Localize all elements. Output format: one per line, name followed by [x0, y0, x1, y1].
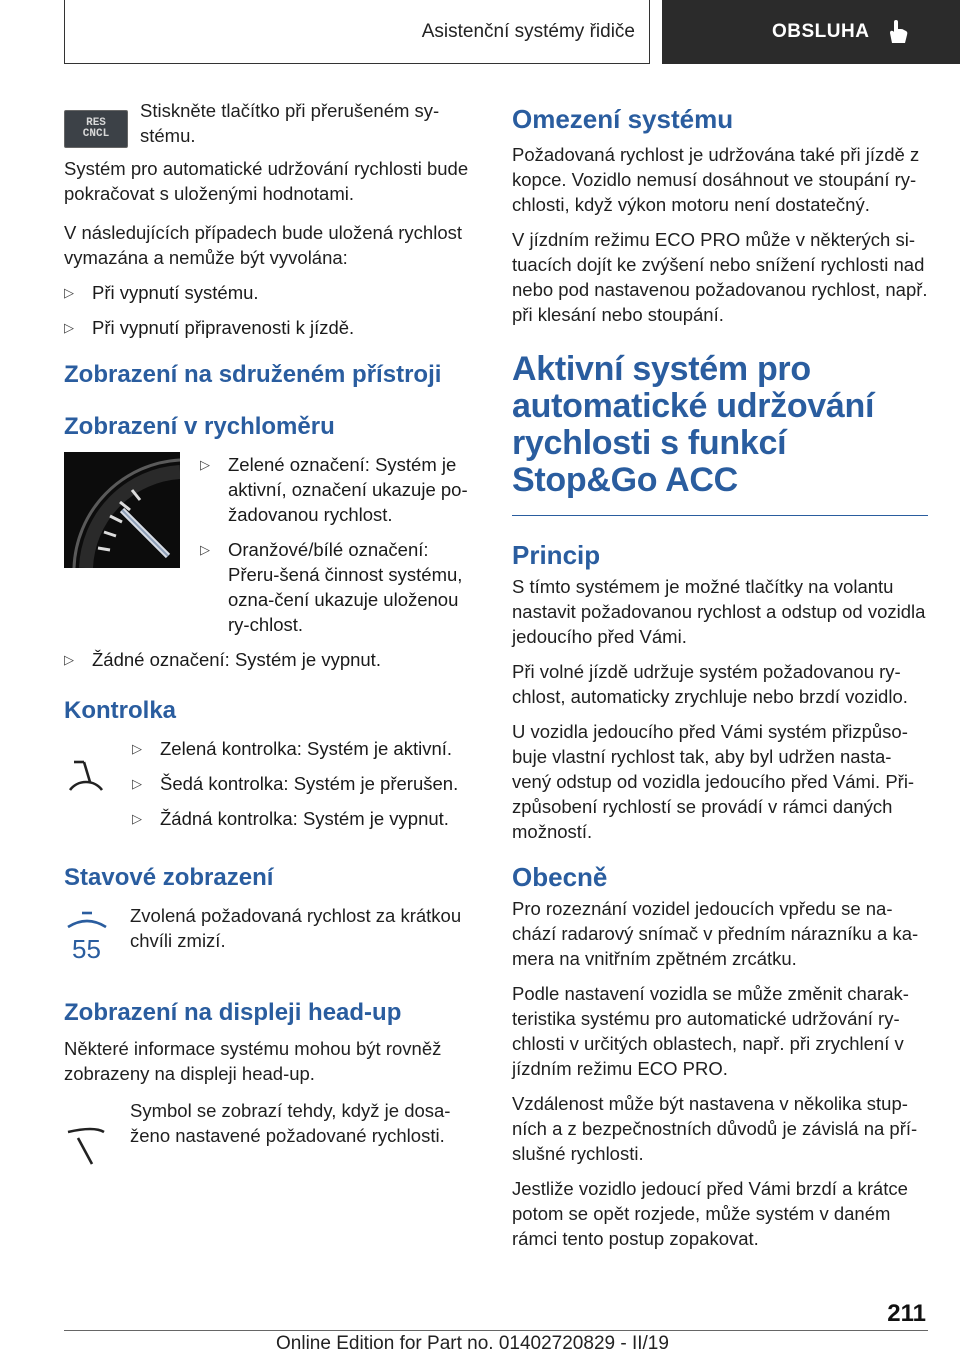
- triangle-bullet-icon: ▷: [64, 285, 74, 300]
- triangle-bullet-icon: ▷: [132, 811, 142, 826]
- page-number: 211: [887, 1300, 926, 1327]
- hud-row: [64, 1098, 484, 1171]
- heading-system-limits: Omezení systému: [512, 104, 734, 134]
- list-item-text: Oranžové/bílé označení: Přeru-šená činnost systému, ozna-čení ukazuje uloženou ry-chlost.: [228, 539, 463, 635]
- list-item-text: Zelená kontrolka: Systém je aktivní.: [160, 738, 453, 759]
- res-instruction: Stiskněte tlačítko při přerušeném sy-stému.: [140, 100, 440, 146]
- paragraph: Některé informace systému mohou být rovněž zobrazeny na displeji head-up.: [64, 1038, 442, 1084]
- list-item-text: Žádná kontrolka: Systém je vypnut.: [160, 808, 449, 829]
- paragraph: Systém pro automatické udržování rychlosti bude pokračovat s uloženými hodnotami.: [64, 158, 469, 204]
- list-item: [64, 647, 484, 672]
- triangle-bullet-icon: ▷: [132, 741, 142, 756]
- left-column: [64, 98, 484, 1171]
- res-cncl-button-icon: [64, 110, 128, 148]
- status-description: Zvolená požadovaná rychlost za krátkou chvíli zmizí.: [130, 905, 462, 951]
- list-item-text: Zelené označení: Systém je aktivní, označení ukazuje po-žadovanou rychlost.: [228, 454, 468, 525]
- paragraph: S tímto systémem je možné tlačítky na volantu nastavit požadovanou rychlost a odstup od vozidla jedoucího před Vámi.: [512, 576, 926, 647]
- paragraph: U vozidla jedoucího před Vámi systém přizpůso-buje vlastní rychlost tak, aby byl udržen nasta-vený odstup od vozidla jedoucího před Vámi. Při-způsobení rychlostí se provádí v rámci daných možností.: [512, 721, 915, 842]
- list-item: [132, 806, 484, 831]
- list-item: [132, 771, 484, 796]
- triangle-bullet-icon: ▷: [200, 542, 210, 557]
- paragraph: Jestliže vozidlo jedoucí před Vámi brzdí a krátce potom se opět rozjede, může systém v daném rámci tento postup zopakovat.: [512, 1178, 908, 1249]
- triangle-bullet-icon: ▷: [64, 320, 74, 335]
- edition-note: Online Edition for Part no. 01402720829 - II/19: [276, 1333, 669, 1354]
- paragraph: Vzdálenost může být nastavena v několika stup-ních a z bezpečnostních důvodů je závislá na pří-slušné rychlosti.: [512, 1093, 918, 1164]
- heading-instrument-cluster: Zobrazení na sdruženém přístroji: [64, 361, 442, 388]
- kontrolka-row: [64, 736, 484, 841]
- list-item: [132, 736, 484, 761]
- list-item: [200, 452, 484, 527]
- triangle-bullet-icon: ▷: [132, 776, 142, 791]
- list-item-text: Při vypnutí systému.: [92, 282, 259, 303]
- footer-rule: [64, 1330, 928, 1331]
- speed-reached-icon: [64, 1124, 108, 1166]
- cncl-label: CNCL: [82, 128, 110, 140]
- chapter-tab-label: OBSLUHA: [772, 21, 870, 42]
- set-speed-icon: [64, 911, 110, 931]
- paragraph: Podle nastavení vozidla se může změnit charak-teristika systému pro automatické udržování ry-chlosti v určitých oblastech, např. při zrychlení v jízdním režimu ECO PRO.: [512, 983, 909, 1079]
- heading-status-display: Stavové zobrazení: [64, 864, 274, 891]
- chapter-tab: [662, 0, 960, 64]
- list-item-text: Šedá kontrolka: Systém je přerušen.: [160, 773, 459, 794]
- set-speed-number: 55: [72, 934, 101, 964]
- heading-kontrolka: Kontrolka: [64, 697, 177, 724]
- cruise-indicator-icon: [64, 752, 108, 796]
- section-title: Asistenční systémy řidiče: [421, 20, 635, 42]
- status-row: [64, 903, 484, 962]
- heading-general: Obecně: [512, 862, 608, 892]
- heading-principle: Princip: [512, 540, 601, 570]
- paragraph: Při volné jízdě udržuje systém požadovanou ry-chlost, automaticky zrychluje nebo brzdí vozidlo.: [512, 661, 908, 707]
- right-column: [512, 98, 928, 1261]
- heading-head-up: Zobrazení na displeji head-up: [64, 999, 402, 1026]
- speedometer-row: [64, 452, 484, 647]
- speedometer-image-icon: [64, 452, 180, 568]
- list-item: [64, 315, 484, 340]
- heading-speedometer: Zobrazení v rychloměru: [64, 413, 335, 440]
- res-label: RES: [86, 117, 106, 129]
- list-item-text: Při vypnutí připravenosti k jízdě.: [92, 317, 355, 338]
- running-header: [64, 0, 650, 64]
- paragraph: V jízdním režimu ECO PRO může v některých si-tuacích dojít ke zvýšení nebo snížení rychlosti nad nebo pod nastavenou požadovanou rychlost, např. při klesání nebo stoupání.: [512, 229, 928, 325]
- triangle-bullet-icon: ▷: [64, 652, 74, 667]
- heading-acc: Aktivní systém pro automatické udržování rychlosti s funkcí Stop&Go ACC: [512, 350, 875, 499]
- paragraph: Pro rozeznání vozidel jedoucích vpředu se na-chází radarový snímač v předním nárazníku a ka-mera na vnitřním zpětném zrcátku.: [512, 898, 919, 969]
- triangle-bullet-icon: ▷: [200, 457, 210, 472]
- paragraph: Požadovaná rychlost je udržována také při jízdě z kopce. Vozidlo nemusí dosáhnout ve stoupání ry-chlosti, když výkon motoru není dostatečný.: [512, 144, 920, 215]
- hand-pointer-icon: [887, 19, 909, 45]
- hud-description: Symbol se zobrazí tehdy, když je dosa-ženo nastavené požadované rychlosti.: [130, 1100, 451, 1146]
- paragraph: V následujících případech bude uložená rychlost vymazána a nemůže být vyvolána:: [64, 222, 463, 268]
- heading-rule: [512, 515, 928, 516]
- list-item-text: Žádné označení: Systém je vypnut.: [92, 649, 381, 670]
- list-item: [200, 537, 484, 637]
- list-item: [64, 280, 484, 305]
- res-row: [64, 98, 484, 148]
